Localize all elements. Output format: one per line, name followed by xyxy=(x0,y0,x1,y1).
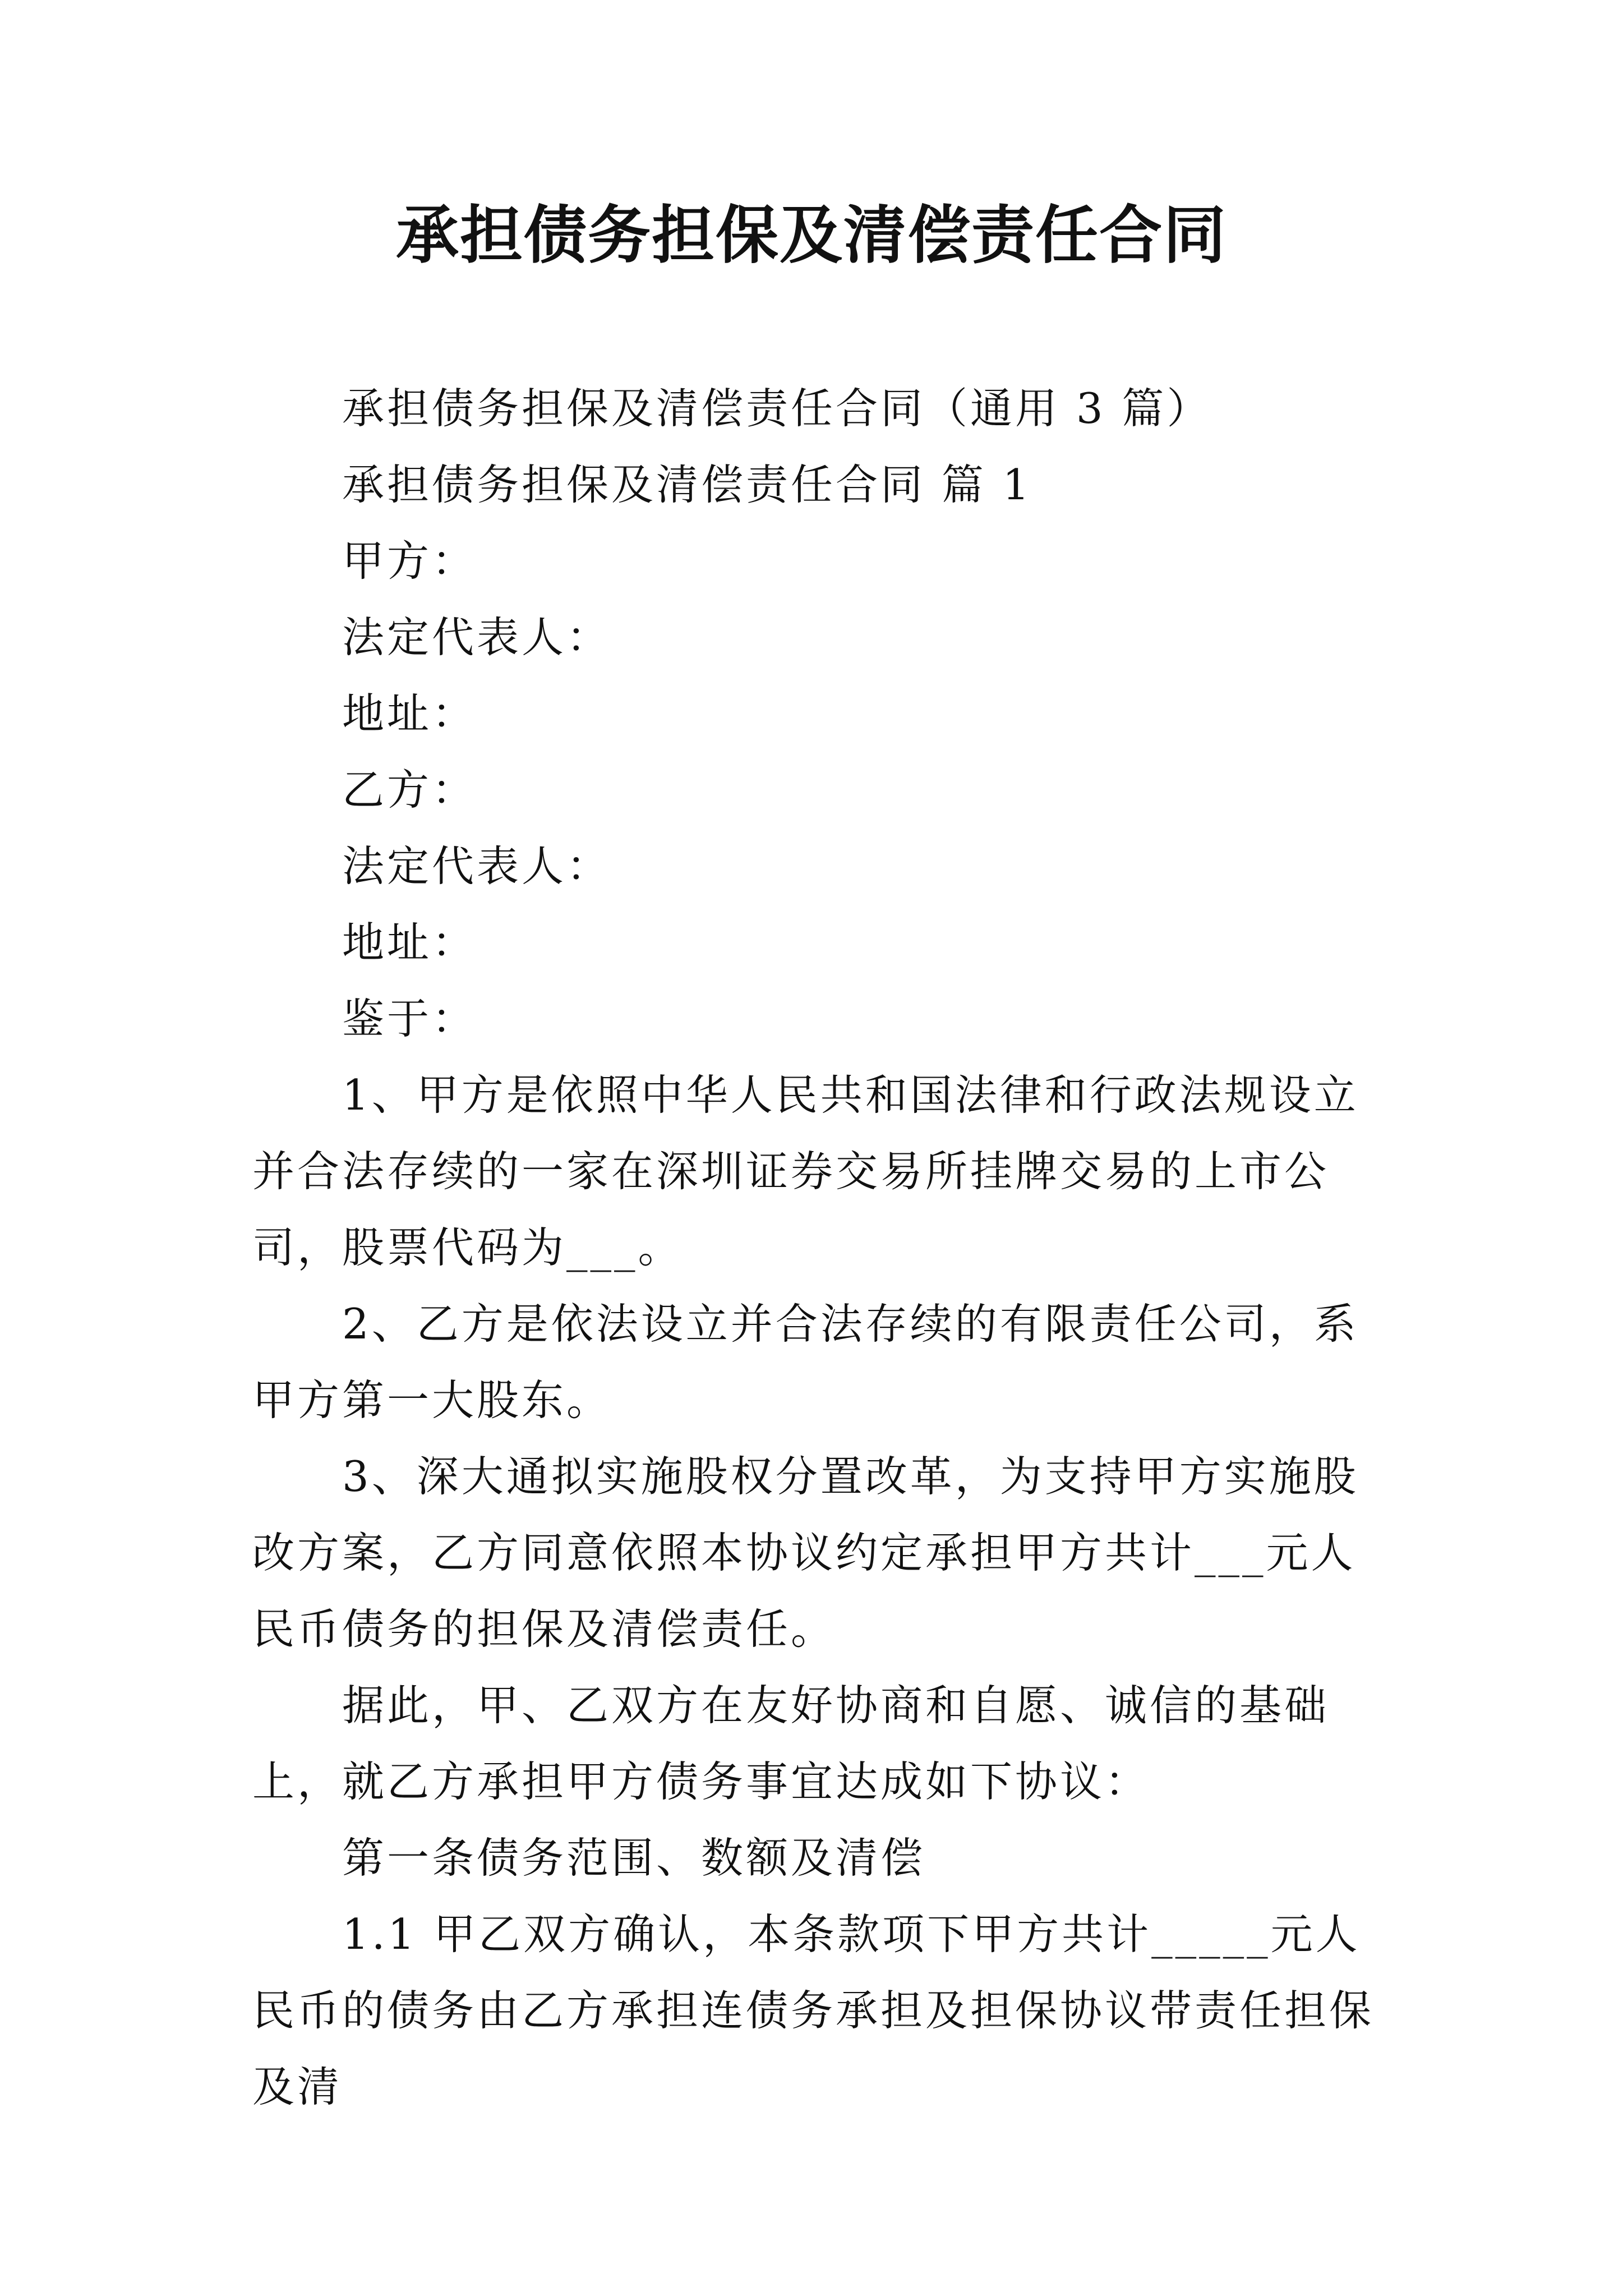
party-a-label: 甲方： xyxy=(342,536,477,586)
article-1-heading: 第一条债务范围、数额及清偿 xyxy=(342,1833,926,1883)
party-a-address-label: 地址： xyxy=(342,689,477,738)
document-title: 承担债务担保及清偿责任合同 xyxy=(396,199,1227,272)
whereas-label: 鉴于： xyxy=(342,994,477,1043)
party-b-representative-label: 法定代表人： xyxy=(342,841,612,891)
agreement-preamble: 据此，甲、乙双方在友好协商和自愿、诚信的基础上，就乙方承担甲方债务事宜达成如下协议： xyxy=(252,1681,1330,1806)
paragraph-section-heading: 承担债务担保及清偿责任合同 篇 1 xyxy=(342,460,1032,509)
clause-1-1: 1.1 甲乙双方确认，本条款项下甲方共计_____元人民币的债务由乙方承担连债务承担及担保协议带责任担保及清 xyxy=(252,1910,1375,2111)
recital-1: 1、甲方是依照中华人民共和国法律和行政法规设立并合法存续的一家在深圳证券交易所挂牌交易的上市公司，股票代码为___。 xyxy=(252,1070,1359,1272)
party-b-label: 乙方： xyxy=(342,765,477,815)
party-a-representative-label: 法定代表人： xyxy=(342,613,612,662)
recital-3: 3、深大通拟实施股权分置改革，为支持甲方实施股改方案，乙方同意依照本协议约定承担甲方共计___元人民币债务的担保及清偿责任。 xyxy=(252,1452,1359,1654)
party-b-address-label: 地址： xyxy=(342,918,477,967)
document-body xyxy=(252,370,1391,2125)
paragraph-subtitle: 承担债务担保及清偿责任合同（通用 3 篇） xyxy=(342,384,1212,433)
recital-2: 2、乙方是依法设立并合法存续的有限责任公司，系甲方第一大股东。 xyxy=(252,1299,1359,1425)
